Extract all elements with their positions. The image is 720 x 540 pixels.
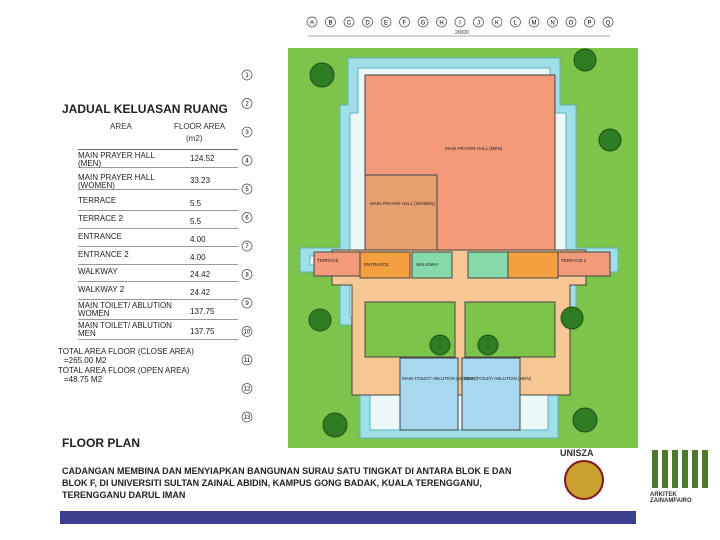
grid-column-bubble [363, 17, 373, 27]
tree [573, 408, 597, 432]
floor-area-column-header: FLOOR AREA [174, 122, 226, 131]
row-label: MAIN TOILET/ ABLUTION WOMEN [78, 301, 172, 318]
unisza-logo-text: UNISZA [560, 448, 594, 458]
grid-row-label: 13 [243, 415, 251, 422]
grid-row-label: 6 [245, 215, 249, 222]
total-close-value: =265.00 M2 [64, 356, 107, 365]
row-value: 4.00 [190, 253, 206, 262]
row-label: MAIN TOILET/ ABLUTION MEN [78, 321, 172, 338]
grid-column-label: F [402, 20, 407, 27]
arkitek-emblem-icon [652, 450, 712, 488]
arkitek-logo [648, 450, 716, 520]
row-value: 137.75 [190, 307, 215, 316]
grid-row-bubble [242, 99, 252, 109]
table-row [78, 285, 238, 300]
project-description: CADANGAN MEMBINA DAN MENYIAPKAN BANGUNAN SURAU SATU TINGKAT DI ANTARA BLOK E DAN BLOK F, DI UNIVERSITI SULTAN ZAINAL ABIDIN, KAMPUS GONG BADAK, KUALA TERENGGANU, TERENGGANU DARUL IMAN [62, 466, 512, 500]
tree [561, 307, 583, 329]
toilet-men-label: MAIN TOILET/ ABLUTION (MEN) [464, 376, 532, 381]
grid-column-bubble [381, 17, 391, 27]
table-divider [78, 149, 238, 150]
grid-row-label: 2 [245, 101, 249, 108]
grid-row-bubble [242, 127, 252, 137]
table-row [78, 232, 238, 247]
dimension-total: 20000 [455, 30, 469, 36]
grid-column-bubble [418, 17, 428, 27]
table-row [78, 214, 238, 229]
entrance-2-room [508, 252, 558, 278]
grid-column-label: Q [605, 20, 611, 27]
row-label: ENTRANCE [78, 232, 123, 241]
toilet-men [462, 358, 520, 430]
arkitek-logo-text: ARKITEK ZAINAMFAIRO [650, 492, 692, 504]
table-row [78, 321, 238, 340]
area-table-title: JADUAL KELUASAN RUANG [62, 102, 228, 116]
grid-row-bubble [242, 355, 252, 365]
grid-row-bubble [242, 412, 252, 422]
grid-column-bubble [437, 17, 447, 27]
women-hall-label: MAIN PRAYER HALL (WOMEN) [370, 201, 436, 206]
terrace-2-label: TERRACE 2 [561, 258, 587, 263]
grid-row-bubble [242, 70, 252, 80]
grid-column-bubble [511, 17, 521, 27]
bottom-bar [60, 511, 636, 524]
grid-column-label: G [420, 20, 426, 27]
row-label: ENTRANCE 2 [78, 250, 129, 259]
grid-column-bubble [307, 17, 317, 27]
grid-row-label: 10 [243, 329, 251, 336]
grid-row-bubble [242, 156, 252, 166]
grid-column-bubble [603, 17, 613, 27]
row-label: WALKWAY [78, 267, 118, 276]
grid-column-label: C [346, 20, 352, 27]
grid-row-bubble [242, 270, 252, 280]
grid-rows [242, 70, 252, 422]
table-row [78, 267, 238, 282]
grid-column-label: P [587, 20, 592, 27]
grid-column-label: A [309, 20, 315, 27]
grid-columns [307, 17, 613, 27]
grid-column-label: M [531, 20, 537, 27]
row-value: 4.00 [190, 235, 206, 244]
grid-column-label: D [365, 20, 370, 27]
row-value: 24.42 [190, 288, 211, 297]
row-label: TERRACE [78, 196, 117, 205]
table-row [78, 250, 238, 265]
tree [309, 309, 331, 331]
grid-row-label: 4 [245, 158, 249, 165]
men-hall-label: MAIN PRAYER HALL (MEN) [445, 146, 503, 151]
grid-row-label: 11 [243, 358, 251, 365]
grid-column-label: H [439, 20, 444, 27]
grid-row-label: 1 [245, 73, 249, 80]
grid-column-bubble [326, 17, 336, 27]
grid-column-bubble [566, 17, 576, 27]
women-prayer-hall [365, 175, 437, 250]
grid-column-bubble [344, 17, 354, 27]
unisza-emblem-icon [564, 460, 604, 500]
grid-row-label: 8 [245, 272, 249, 279]
grid-column-label: K [494, 20, 500, 27]
grid-column-bubble [529, 17, 539, 27]
row-label: WALKWAY 2 [78, 285, 125, 294]
tree [574, 49, 596, 71]
tree [478, 335, 498, 355]
row-value: 137.75 [190, 327, 215, 336]
grid-row-bubble [242, 213, 252, 223]
tree [310, 63, 334, 87]
grid-column-label: L [513, 20, 518, 27]
floor-plan-drawing [240, 0, 640, 450]
entrance-label: ENTRANCE [364, 262, 389, 267]
tree [430, 335, 450, 355]
total-close-label: TOTAL AREA FLOOR (CLOSE AREA) [58, 347, 194, 356]
row-value: 5.5 [190, 217, 202, 226]
row-label: MAIN PRAYER HALL (WOMEN) [78, 173, 155, 190]
row-value: 33.23 [190, 176, 211, 185]
table-row [78, 151, 238, 168]
row-value: 24.42 [190, 270, 211, 279]
grid-row-bubble [242, 298, 252, 308]
grid-row-label: 12 [243, 386, 251, 393]
table-row [78, 301, 238, 320]
terrace-label: TERRACE [317, 258, 339, 263]
tree [323, 413, 347, 437]
total-open-label: TOTAL AREA FLOOR (OPEN AREA) [58, 366, 190, 375]
unisza-logo [558, 448, 606, 508]
terrace-room [314, 252, 362, 276]
grid-row-label: 7 [245, 244, 249, 251]
grid-column-bubble [548, 17, 558, 27]
grid-column-bubble [474, 17, 484, 27]
floor-plan-label: FLOOR PLAN [62, 436, 140, 450]
toilet-women [400, 358, 458, 430]
grid-column-bubble [455, 17, 465, 27]
table-row [78, 196, 238, 211]
grid-column-bubble [400, 17, 410, 27]
grid-column-bubble [492, 17, 502, 27]
row-label: TERRACE 2 [78, 214, 123, 223]
grid-column-label: E [383, 20, 389, 27]
row-value: 5.5 [190, 199, 202, 208]
total-open-value: =48.75 M2 [64, 375, 103, 384]
grid-row-bubble [242, 184, 252, 194]
row-label: MAIN PRAYER HALL (MEN) [78, 151, 155, 168]
area-column-header: AREA [110, 122, 132, 131]
grid-column-bubble [585, 17, 595, 27]
grid-column-label: O [568, 20, 574, 27]
toilet-women-label: MAIN TOILET/ ABLUTION (WOMEN) [402, 376, 477, 381]
table-row [78, 173, 238, 190]
grid-row-label: 9 [245, 301, 249, 308]
grid-column-label: I [459, 20, 461, 27]
grid-row-label: 5 [245, 187, 249, 194]
grid-column-label: B [328, 20, 333, 27]
unit-column-header: (m2) [186, 134, 203, 143]
walkway-2-room [468, 252, 508, 278]
grid-row-bubble [242, 327, 252, 337]
tree [599, 129, 621, 151]
grid-row-label: 3 [245, 130, 249, 137]
grid-row-bubble [242, 241, 252, 251]
grid-column-label: N [550, 20, 555, 27]
grid-column-label: J [477, 20, 480, 27]
row-value: 124.52 [190, 154, 215, 163]
terrace-2-room [558, 252, 610, 276]
grid-row-bubble [242, 384, 252, 394]
walkway-label: WALKWAY [416, 262, 439, 267]
